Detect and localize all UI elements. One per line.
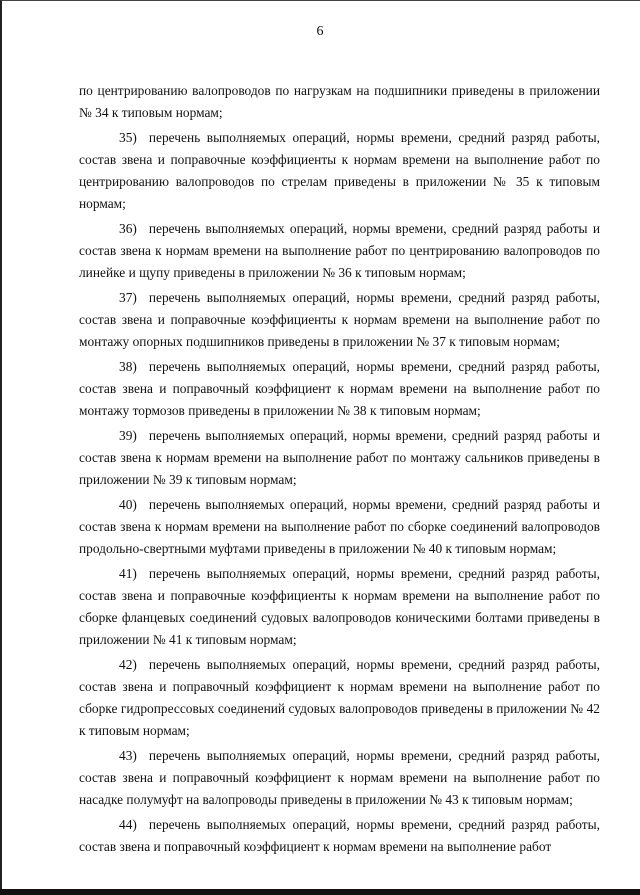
- list-item-text: перечень выполняемых операций, нормы времени, средний разряд работы, состав звена и поправочные коэффициенты к нормам времени на выполнение работ по монтажу опорных подшипников приведены в приложении № 37 к типовым нормам;: [79, 290, 600, 349]
- list-item-text: перечень выполняемых операций, нормы времени, средний разряд работы и состав звена к нормам времени на выполнение работ по монтажу сальников приведены в приложении № 39 к типовым нормам;: [79, 428, 600, 487]
- list-item-number: 42): [119, 657, 137, 672]
- list-item-text: перечень выполняемых операций, нормы времени, средний разряд работы, состав звена и поправочные коэффициенты к нормам времени на выполнение работ по сборке фланцевых соединений судовых валопроводов коническими болтами приведены в приложении № 41 к типовым нормам;: [79, 566, 600, 647]
- list-item-number: 39): [119, 428, 137, 443]
- list-item: [79, 745, 600, 811]
- list-item-text: перечень выполняемых операций, нормы времени, средний разряд работы и состав звена к нормам времени на выполнение работ по центрированию валопроводов по линейке и щупу приведены в приложении № 36 к типовым нормам;: [79, 221, 600, 280]
- list-item-number: 35): [119, 130, 137, 145]
- list-item: [79, 814, 600, 858]
- list-item: [79, 494, 600, 560]
- list-item: [79, 127, 600, 215]
- list-item: [79, 287, 600, 353]
- list-item: [79, 425, 600, 491]
- list-item: [79, 356, 600, 422]
- list-item-text: перечень выполняемых операций, нормы времени, средний разряд работы, состав звена и поправочные коэффициенты к нормам времени на выполнение работ по центрированию валопроводов по стрелам приведены в приложении № 35 к типовым нормам;: [79, 130, 600, 211]
- list-item-number: 38): [119, 359, 137, 374]
- list-item-number: 40): [119, 497, 137, 512]
- list-item-number: 41): [119, 566, 137, 581]
- list-item-text: перечень выполняемых операций, нормы времени, средний разряд работы, состав звена и поправочный коэффициент к нормам времени на выполнение работ по насадке полумуфт на валопроводы приведены в приложении № 43 к типовым нормам;: [79, 748, 600, 807]
- list-item: [79, 563, 600, 651]
- paragraph-continuation: по центрированию валопроводов по нагрузкам на подшипники приведены в приложении № 34 к типовым нормам;: [79, 83, 600, 120]
- list-item-text: перечень выполняемых операций, нормы времени, средний разряд работы, состав звена и поправочный коэффициент к нормам времени на выполнение работ по сборке гидропрессовых соединений судовых валопроводов приведены в приложении № 42 к типовым нормам;: [79, 657, 600, 738]
- scan-bottom-edge: [0, 889, 640, 895]
- page-number: 6: [316, 24, 324, 39]
- list-item-text: перечень выполняемых операций, нормы времени, средний разряд работы и состав звена к нормам времени на выполнение работ по сборке соединений валопроводов продольно-свертными муфтами приведены в приложении № 40 к типовым нормам;: [79, 497, 600, 556]
- list-item: [79, 654, 600, 742]
- list-item: [79, 218, 600, 284]
- document-body: [79, 80, 600, 861]
- list-item-number: 36): [119, 221, 137, 236]
- list-item-number: 44): [119, 817, 137, 832]
- list-item-number: 43): [119, 748, 137, 763]
- list-item-number: 37): [119, 290, 137, 305]
- list-item-text: перечень выполняемых операций, нормы времени, средний разряд работы, состав звена и поправочный коэффициент к нормам времени на выполнение работ: [79, 817, 600, 854]
- list-item-text: перечень выполняемых операций, нормы времени, средний разряд работы, состав звена и поправочный коэффициент к нормам времени на выполнение работ по монтажу тормозов приведены в приложении № 38 к типовым нормам;: [79, 359, 600, 418]
